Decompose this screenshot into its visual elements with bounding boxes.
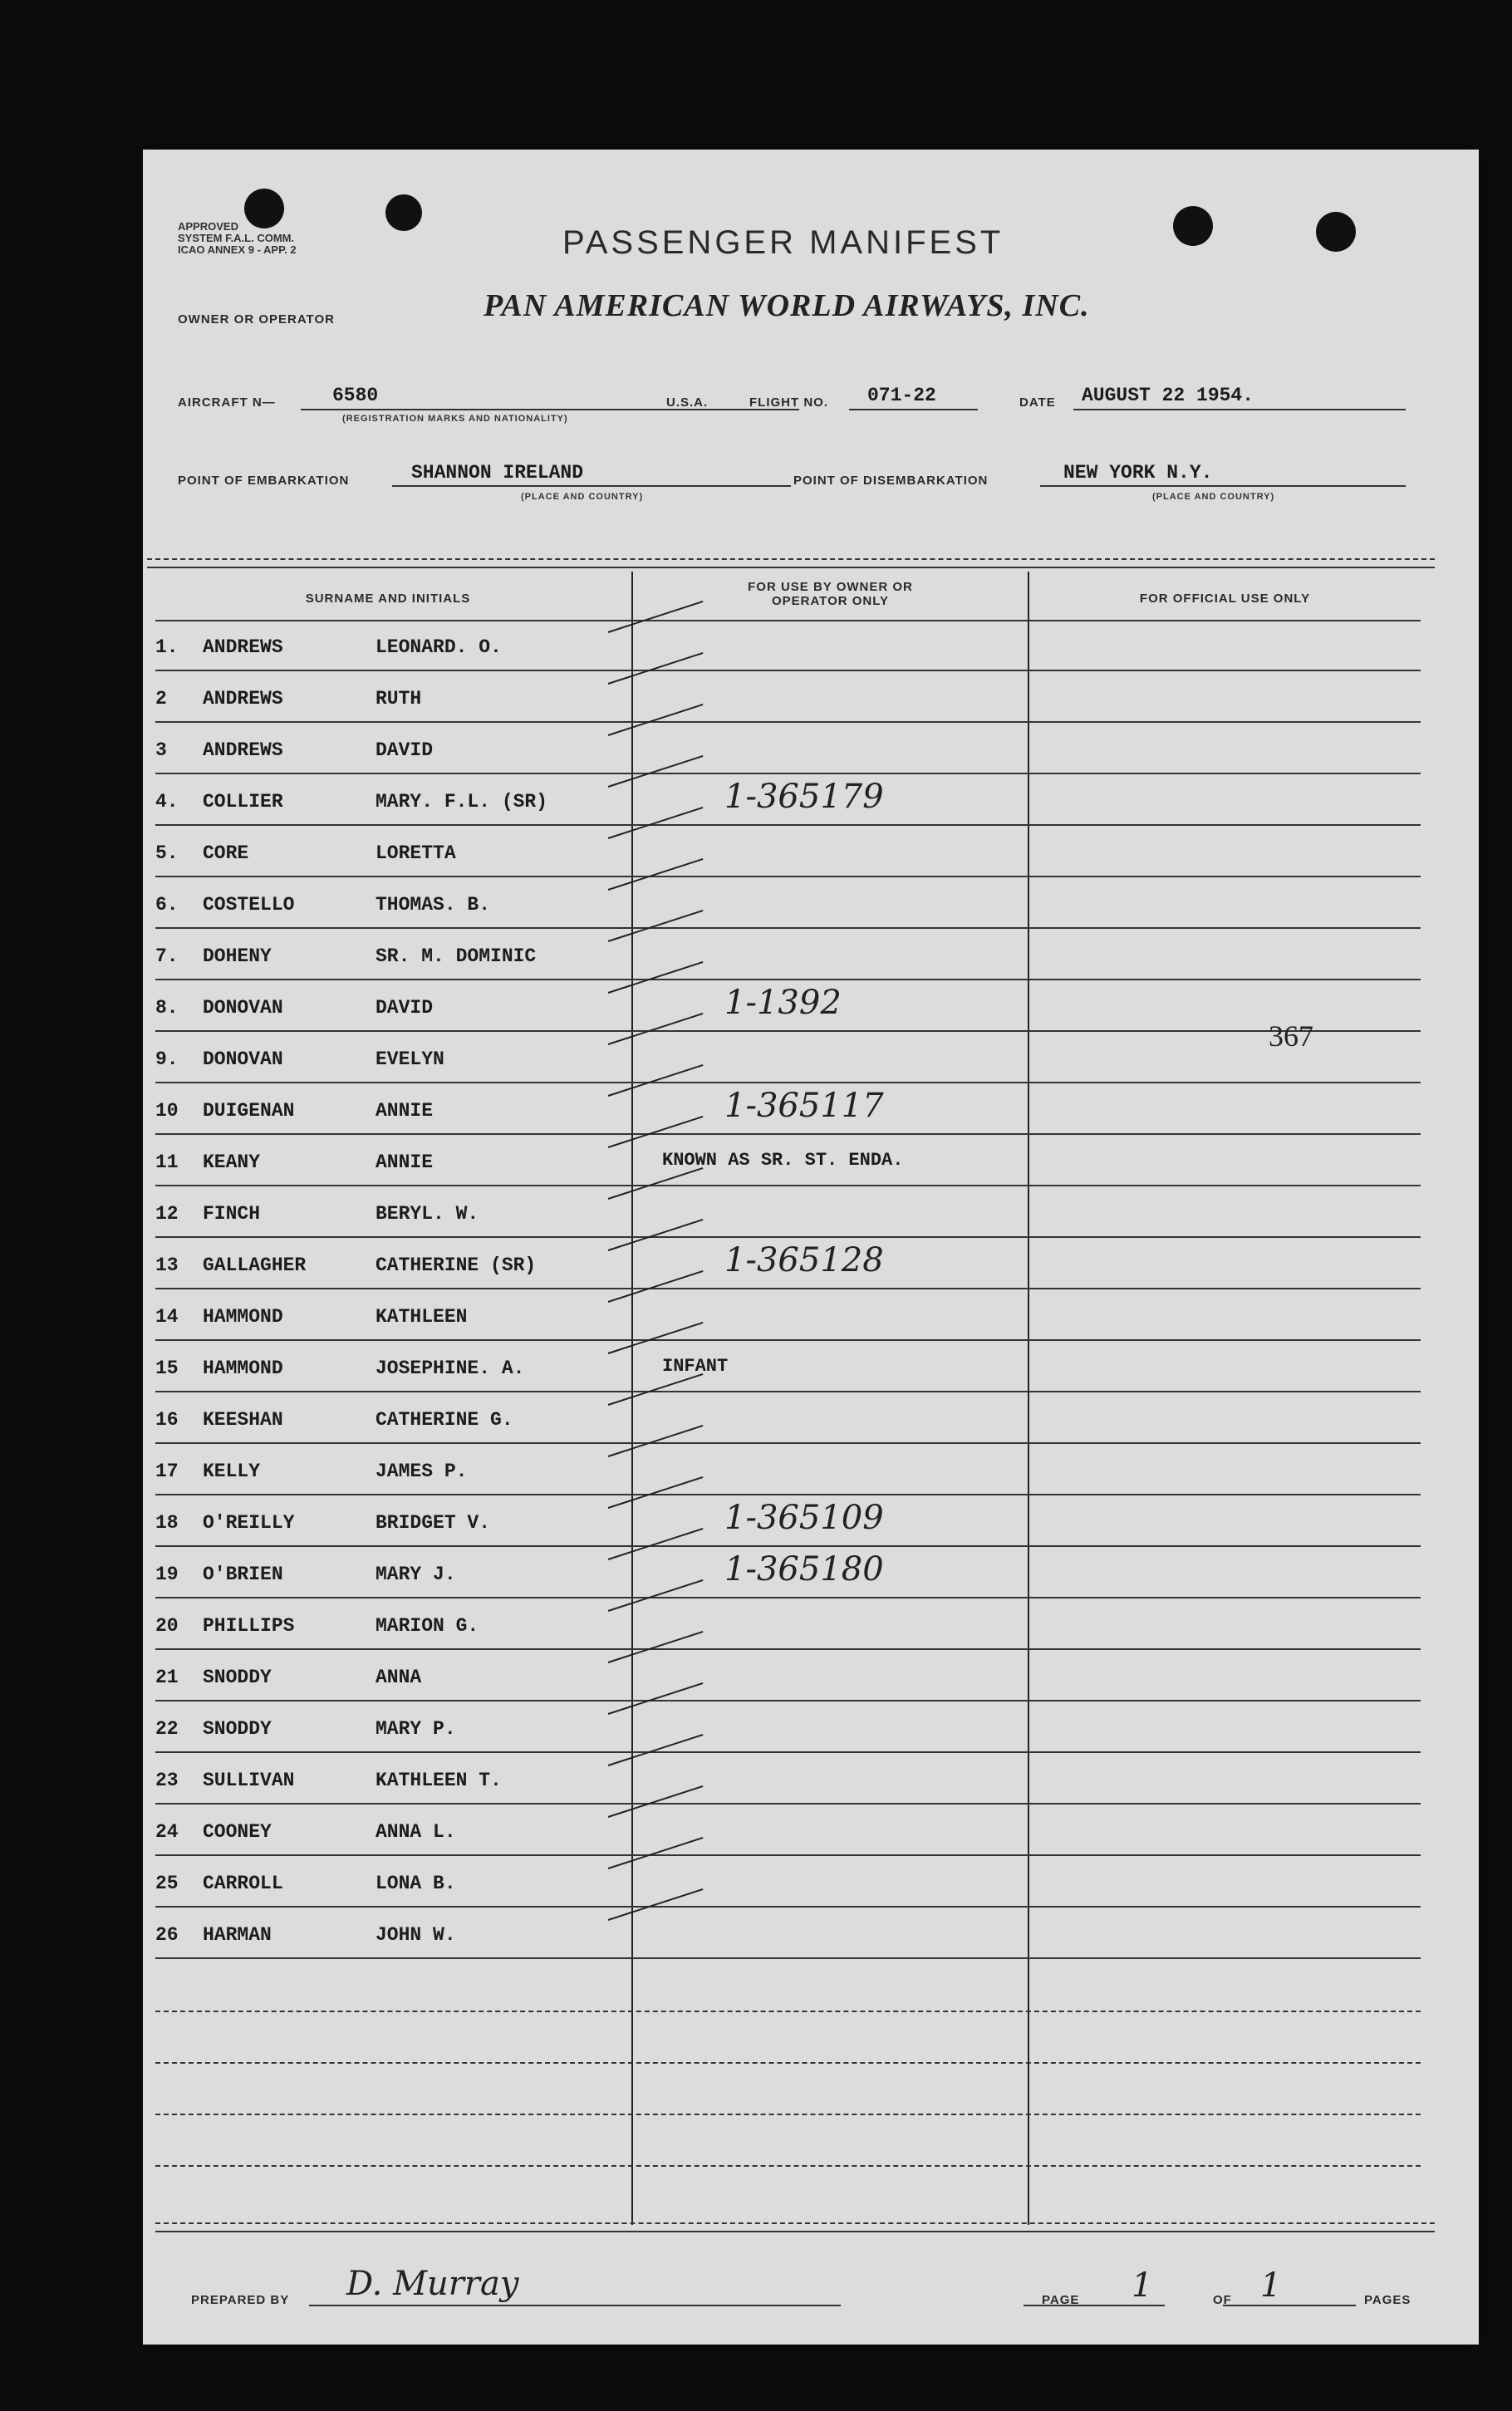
column-header-names: SURNAME AND INITIALS	[305, 592, 471, 606]
passenger-surname: GALLAGHER	[203, 1255, 307, 1276]
row-number: 10	[155, 1100, 179, 1122]
passenger-given-names: KATHLEEN T.	[376, 1770, 502, 1791]
passenger-surname: HARMAN	[203, 1924, 272, 1946]
owner-label: OWNER OR OPERATOR	[178, 312, 335, 327]
passenger-given-names: MARY. F.L. (SR)	[376, 791, 548, 813]
table-row	[143, 1392, 1479, 1444]
blank-row-rule	[155, 2114, 1421, 2115]
page-label: PAGE	[1042, 2293, 1080, 2307]
table-row	[143, 1083, 1479, 1135]
table-bottom-rule	[155, 2231, 1435, 2232]
row-number: 22	[155, 1718, 179, 1740]
row-number: 8.	[155, 997, 179, 1019]
passenger-list	[143, 620, 1479, 1959]
table-row	[143, 1701, 1479, 1753]
table-row	[143, 620, 1479, 671]
page-title: PASSENGER MANIFEST	[562, 224, 1004, 261]
passenger-given-names: DAVID	[376, 739, 434, 761]
passenger-surname: COLLIER	[203, 791, 283, 813]
punch-hole	[1316, 212, 1356, 252]
table-row	[143, 1650, 1479, 1701]
table-row	[143, 723, 1479, 774]
row-number: 11	[155, 1151, 179, 1173]
row-number: 14	[155, 1306, 179, 1328]
table-row	[143, 1289, 1479, 1341]
passenger-surname: CORE	[203, 842, 249, 864]
passenger-given-names: RUTH	[376, 688, 422, 710]
ticket-number: 1-1392	[724, 984, 842, 1022]
approval-block	[178, 221, 297, 256]
passenger-surname: KEANY	[203, 1151, 261, 1173]
passenger-given-names: ANNIE	[376, 1151, 434, 1173]
disembark-caption: (PLACE AND COUNTRY)	[1152, 492, 1275, 502]
embark-label: POINT OF EMBARKATION	[178, 474, 350, 488]
aircraft-label: AIRCRAFT N—	[178, 395, 276, 410]
row-number: 7.	[155, 945, 179, 967]
column-header-official: FOR OFFICIAL USE ONLY	[1139, 592, 1311, 606]
row-rule	[155, 1957, 1421, 1959]
passenger-surname: DUIGENAN	[203, 1100, 295, 1122]
owner-note: INFANT	[662, 1356, 729, 1377]
embark-value: SHANNON IRELAND	[411, 462, 584, 484]
passenger-given-names: LONA B.	[376, 1873, 456, 1894]
ticket-number: 1-365128	[724, 1241, 884, 1279]
passenger-given-names: THOMAS. B.	[376, 894, 491, 916]
passenger-given-names: BERYL. W.	[376, 1203, 479, 1225]
blank-row-rule	[155, 2062, 1421, 2064]
blank-row-rule	[155, 2011, 1421, 2012]
ticket-number: 1-365179	[724, 778, 884, 816]
owner-note: KNOWN AS SR. ST. ENDA.	[662, 1150, 904, 1171]
table-row	[143, 671, 1479, 723]
row-number: 17	[155, 1461, 179, 1482]
passenger-surname: HAMMOND	[203, 1358, 283, 1379]
passenger-surname: ANDREWS	[203, 636, 283, 658]
table-row	[143, 1805, 1479, 1856]
passenger-given-names: CATHERINE (SR)	[376, 1255, 537, 1276]
row-number: 18	[155, 1512, 179, 1534]
preparer-signature: D. Murray	[346, 2265, 519, 2303]
row-number: 19	[155, 1564, 179, 1585]
table-top-rule	[147, 558, 1435, 560]
passenger-given-names: CATHERINE G.	[376, 1409, 513, 1431]
table-row	[143, 1856, 1479, 1908]
row-number: 16	[155, 1409, 179, 1431]
ticket-number: 1-365117	[724, 1087, 884, 1125]
table-row	[143, 1186, 1479, 1238]
disembark-label: POINT OF DISEMBARKATION	[793, 474, 989, 488]
passenger-given-names: MARION G.	[376, 1615, 479, 1637]
table-row	[143, 1598, 1479, 1650]
row-number: 6.	[155, 894, 179, 916]
pages-label: PAGES	[1364, 2293, 1411, 2307]
passenger-surname: O'BRIEN	[203, 1564, 283, 1585]
passenger-surname: CARROLL	[203, 1873, 283, 1894]
row-number: 4.	[155, 791, 179, 813]
pages-value: 1	[1260, 2266, 1282, 2305]
flight-rule	[849, 409, 978, 410]
passenger-surname: DOHENY	[203, 945, 272, 967]
passenger-surname: DONOVAN	[203, 1048, 283, 1070]
passenger-given-names: SR. M. DOMINIC	[376, 945, 537, 967]
passenger-surname: ANDREWS	[203, 688, 283, 710]
table-bottom-rule	[155, 2222, 1435, 2224]
passenger-surname: SNODDY	[203, 1718, 272, 1740]
row-number: 9.	[155, 1048, 179, 1070]
table-row	[143, 1341, 1479, 1392]
manifest-sheet	[143, 150, 1479, 2345]
passenger-given-names: KATHLEEN	[376, 1306, 468, 1328]
passenger-surname: FINCH	[203, 1203, 261, 1225]
flight-value: 071-22	[867, 385, 936, 406]
passenger-surname: ANDREWS	[203, 739, 283, 761]
column-header-owner-text: FOR USE BY OWNER OR OPERATOR ONLY	[748, 580, 913, 608]
embark-caption: (PLACE AND COUNTRY)	[521, 492, 644, 502]
row-number: 25	[155, 1873, 179, 1894]
table-row	[143, 1908, 1479, 1959]
ticket-number: 1-365180	[724, 1550, 884, 1589]
passenger-given-names: MARY J.	[376, 1564, 456, 1585]
table-row	[143, 929, 1479, 980]
passenger-given-names: MARY P.	[376, 1718, 456, 1740]
row-number: 26	[155, 1924, 179, 1946]
registration-caption: (REGISTRATION MARKS AND NATIONALITY)	[342, 414, 568, 424]
punch-hole	[1173, 206, 1213, 246]
table-row	[143, 1495, 1479, 1547]
row-number: 24	[155, 1821, 179, 1843]
aircraft-value: 6580	[332, 385, 379, 406]
prepared-rule	[309, 2305, 841, 2306]
table-row	[143, 774, 1479, 826]
punch-hole	[385, 194, 422, 231]
ticket-number: 1-365109	[724, 1499, 884, 1537]
row-number: 2	[155, 688, 167, 710]
passenger-given-names: JAMES P.	[376, 1461, 468, 1482]
page-value: 1	[1132, 2266, 1153, 2305]
passenger-surname: O'REILLY	[203, 1512, 295, 1534]
passenger-given-names: LORETTA	[376, 842, 456, 864]
passenger-given-names: EVELYN	[376, 1048, 444, 1070]
row-number: 20	[155, 1615, 179, 1637]
table-row	[143, 826, 1479, 877]
disembark-rule	[1040, 485, 1406, 487]
passenger-surname: KEESHAN	[203, 1409, 283, 1431]
row-number: 5.	[155, 842, 179, 864]
table-row	[143, 1547, 1479, 1598]
approval-line: APPROVED	[178, 220, 238, 233]
approval-line: ICAO ANNEX 9 - APP. 2	[178, 243, 297, 256]
page-rule	[1024, 2305, 1165, 2306]
official-mark: 367	[1269, 1019, 1313, 1053]
passenger-surname: KELLY	[203, 1461, 261, 1482]
passenger-surname: DONOVAN	[203, 997, 283, 1019]
flight-label: FLIGHT NO.	[749, 395, 828, 410]
passenger-surname: SNODDY	[203, 1667, 272, 1688]
row-number: 1.	[155, 636, 179, 658]
row-number: 21	[155, 1667, 179, 1688]
passenger-surname: COONEY	[203, 1821, 272, 1843]
table-top-rule	[147, 567, 1435, 568]
pages-rule	[1223, 2305, 1356, 2306]
embark-rule	[392, 485, 791, 487]
table-row	[143, 877, 1479, 929]
passenger-surname: SULLIVAN	[203, 1770, 295, 1791]
aircraft-rule	[301, 409, 799, 410]
date-value: AUGUST 22 1954.	[1082, 385, 1254, 406]
row-number: 23	[155, 1770, 179, 1791]
passenger-given-names: BRIDGET V.	[376, 1512, 491, 1534]
of-label: OF	[1213, 2293, 1232, 2307]
row-number: 12	[155, 1203, 179, 1225]
approval-line: SYSTEM F.A.L. COMM.	[178, 232, 295, 244]
passenger-given-names: JOHN W.	[376, 1924, 456, 1946]
passenger-given-names: ANNIE	[376, 1100, 434, 1122]
table-row	[143, 1753, 1479, 1805]
operator-name: PAN AMERICAN WORLD AIRWAYS, INC.	[484, 288, 1090, 323]
country-label: U.S.A.	[666, 395, 709, 410]
passenger-given-names: JOSEPHINE. A.	[376, 1358, 525, 1379]
blank-row-rule	[155, 2165, 1421, 2167]
passenger-given-names: DAVID	[376, 997, 434, 1019]
passenger-surname: COSTELLO	[203, 894, 295, 916]
table-row	[143, 1135, 1479, 1186]
passenger-surname: HAMMOND	[203, 1306, 283, 1328]
date-label: DATE	[1019, 395, 1056, 410]
row-number: 3	[155, 739, 167, 761]
date-rule	[1073, 409, 1406, 410]
row-number: 15	[155, 1358, 179, 1379]
passenger-given-names: ANNA	[376, 1667, 422, 1688]
table-row	[143, 1444, 1479, 1495]
row-number: 13	[155, 1255, 179, 1276]
table-row	[143, 1238, 1479, 1289]
passenger-surname: PHILLIPS	[203, 1615, 295, 1637]
prepared-label: PREPARED BY	[191, 2293, 290, 2307]
passenger-given-names: ANNA L.	[376, 1821, 456, 1843]
disembark-value: NEW YORK N.Y.	[1063, 462, 1213, 484]
passenger-given-names: LEONARD. O.	[376, 636, 502, 658]
